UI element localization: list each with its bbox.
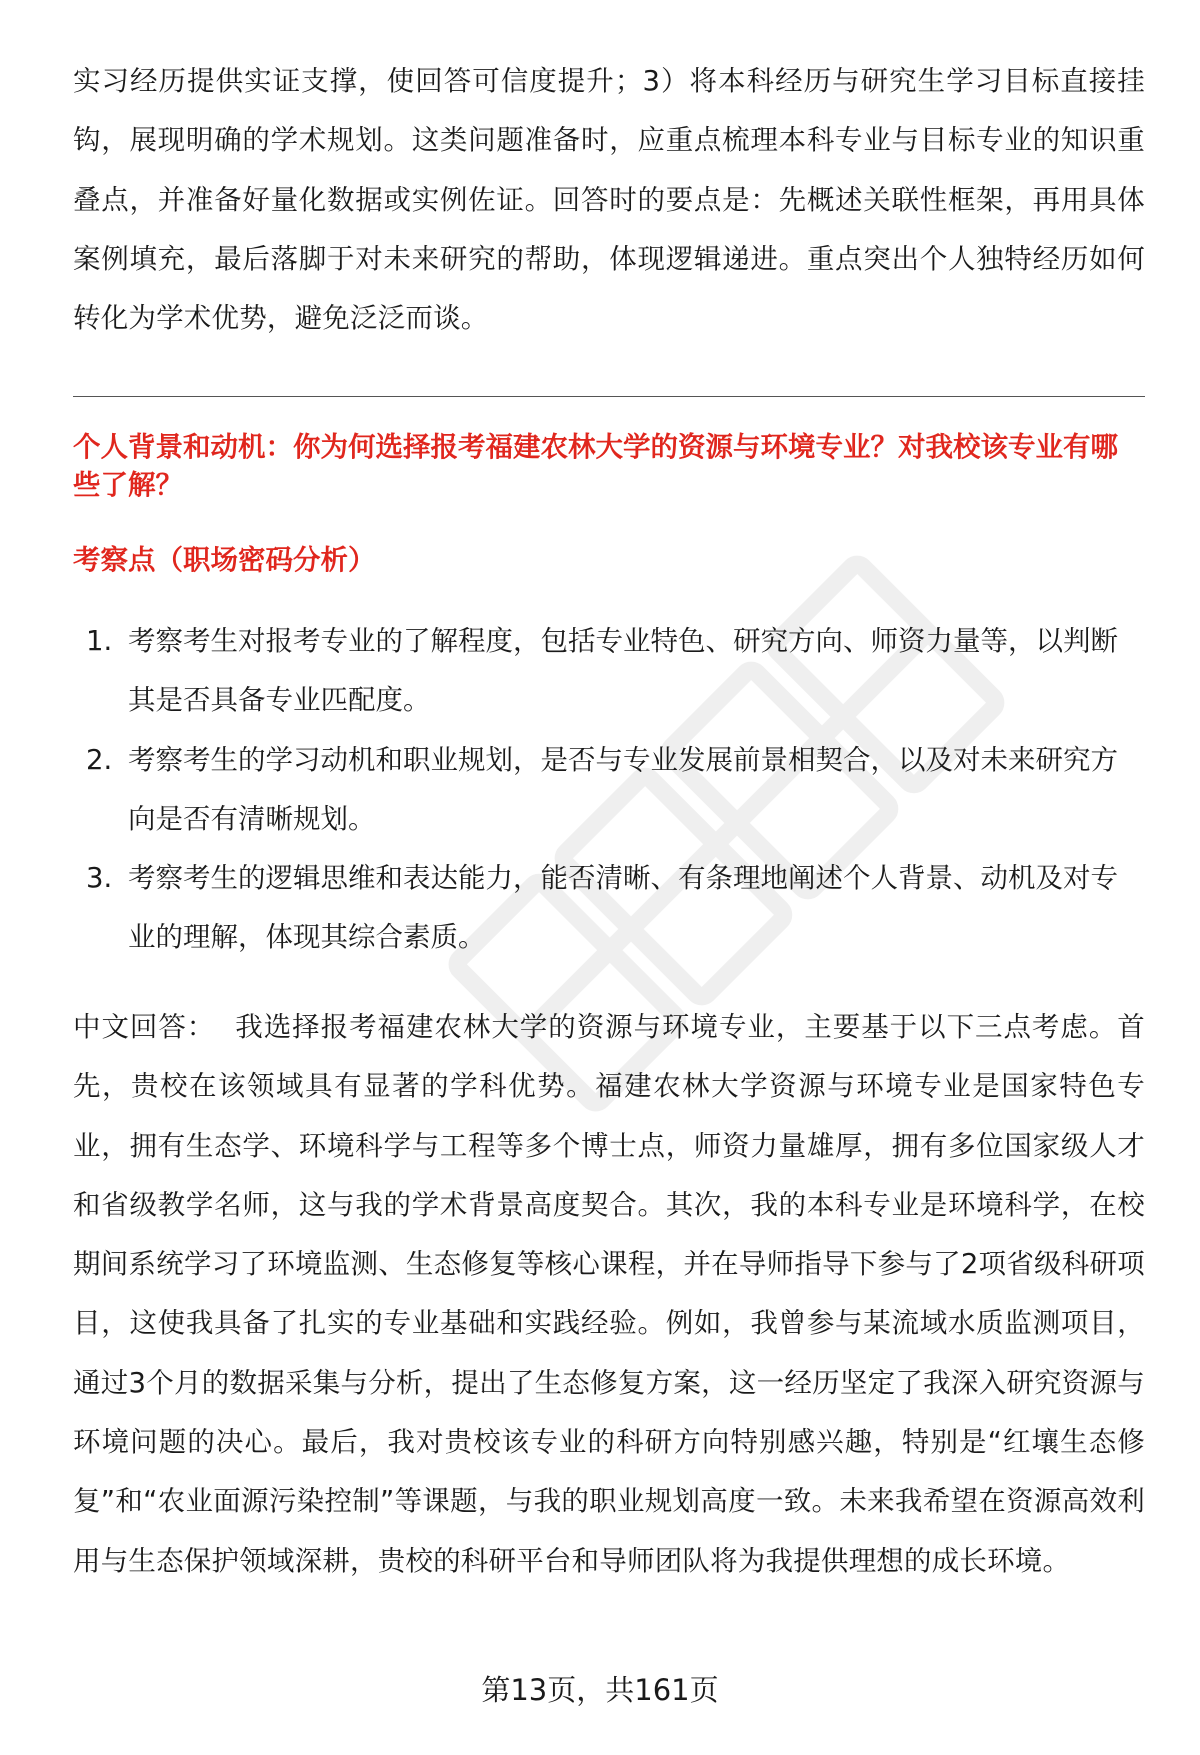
section-title: 考察点（职场密码分析） bbox=[73, 544, 376, 576]
intro-paragraph: 实习经历提供实证支撑，使回答可信度提升；3）将本科经历与研究生学习目标直接挂钩，展现明确的学术规划。这类问题准备时，应重点梳理本科专业与目标专业的知识重叠点，并准备好量化数据或实例佐证。回答时的要点是：先概述关联性框架，再用具体案例填充，最后落脚于对未来研究的帮助，体现逻辑递进。重点突出个人独特经历如何转化为学术优势，避免泛泛而谈。 bbox=[73, 65, 1145, 335]
list-text: 考察考生的逻辑思维和表达能力，能否清晰、有条理地阐述个人背景、动机及对专业的理解，体现其综合素质。 bbox=[128, 862, 1118, 954]
list-number: 2. bbox=[86, 743, 113, 776]
list-item bbox=[73, 612, 1145, 731]
list-number: 3. bbox=[86, 862, 113, 895]
answer-paragraph bbox=[73, 998, 1145, 1591]
answer-label: 中文回答： bbox=[73, 1011, 216, 1043]
list-text: 考察考生的学习动机和职业规划，是否与专业发展前景相契合，以及对未来研究方向是否有清晰规划。 bbox=[128, 743, 1118, 835]
page-footer: 第13页，共161页 bbox=[481, 1673, 719, 1707]
list-text: 考察考生对报考专业的了解程度，包括专业特色、研究方向、师资力量等，以判断其是否具备专业匹配度。 bbox=[128, 625, 1118, 717]
section-divider bbox=[73, 396, 1145, 397]
list-item bbox=[73, 731, 1145, 850]
question-heading: 个人背景和动机：你为何选择报考福建农林大学的资源与环境专业？对我校该专业有哪些了解？ bbox=[73, 431, 1118, 501]
intro-section bbox=[73, 52, 1145, 348]
list-item bbox=[73, 849, 1145, 968]
list-number: 1. bbox=[86, 625, 113, 657]
points-list bbox=[73, 612, 1145, 968]
answer-section bbox=[73, 998, 1145, 1591]
answer-text: 我选择报考福建农林大学的资源与环境专业，主要基于以下三点考虑。首先，贵校在该领域具有显著的学科优势。福建农林大学资源与环境专业是国家特色专业，拥有生态学、环境科学与工程等多个博士点，师资力量雄厚，拥有多位国家级人才和省级教学名师，这与我的学术背景高度契合。其次，我的本科专业是环境科学，在校期间系统学习了环境监测、生态修复等核心课程，并在导师指导下参与了2项省级科研项目，这使我具备了扎实的专业基础和实践经验。例如，我曾参与某流域水质监测项目，通过3个月的数据采集与分析，提出了生态修复方案，这一经历坚定了我深入研究资源与环境问题的决心。最后，我对贵校该专业的科研方向特别感兴趣，特别是“红壤生态修复”和“农业面源污染控制”等课题，与我的职业规划高度一致。未来我希望在资源高效利用与生态保护领域深耕，贵校的科研平台和导师团队将为我提供理想的成长环境。 bbox=[73, 1011, 1145, 1577]
